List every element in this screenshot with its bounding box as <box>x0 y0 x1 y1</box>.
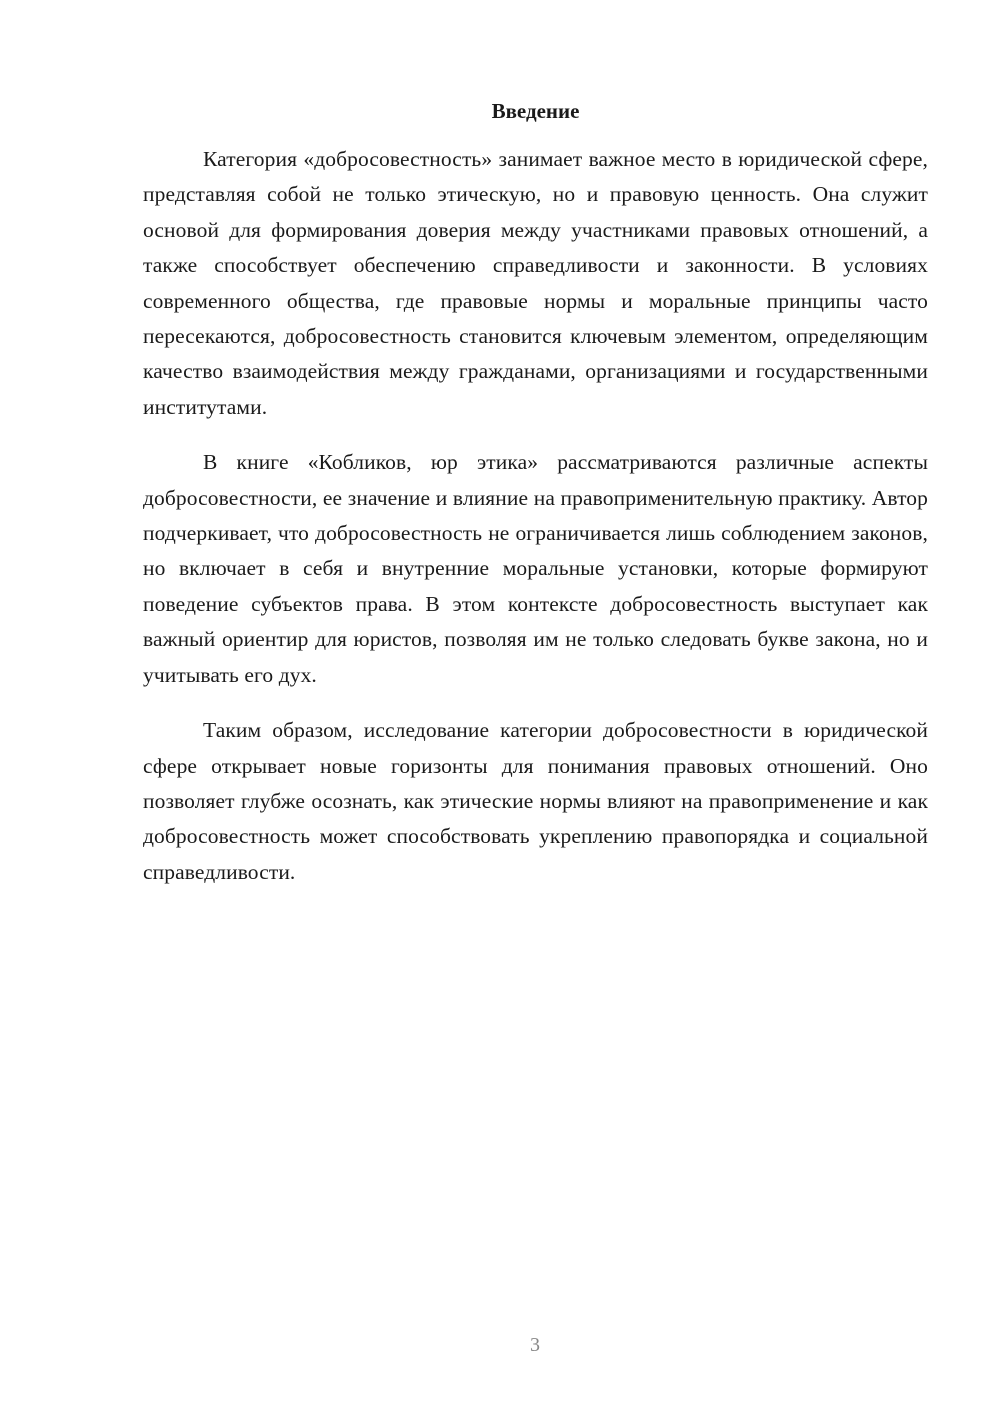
paragraph-1: Категория «добросовестность» занимает важное место в юридической сфере, представляя собой не только этическую, но и правовую ценность. Она служит основой для формирования доверия между участниками правовых отношений, а также способствует обеспечению справедливости и законности. В условиях современного общества, где правовые нормы и моральные принципы часто пересекаются, добросовестность становится ключевым элементом, определяющим качество взаимодействия между гражданами, организациями и государственными институтами. <box>143 147 928 419</box>
page-number: 3 <box>530 1334 540 1356</box>
paragraph-2: В книге «Кобликов, юр этика» рассматриваются различные аспекты добросовестности, ее значение и влияние на правоприменительную практику. Автор подчеркивает, что добросовестность не ограничивается лишь соблюдением законов, но включает в себя и внутренние моральные установки, которые формируют поведение субъектов права. В этом контексте добросовестность выступает как важный ориентир для юристов, позволяя им не только следовать букве закона, но и учитывать его дух. <box>143 450 928 687</box>
section-heading: Введение <box>491 99 580 123</box>
paragraph-3: Таким образом, исследование категории добросовестности в юридической сфере открывает новые горизонты для понимания правовых отношений. Оно позволяет глубже осознать, как этические нормы влияют на правоприменение и как добросовестность может способствовать укреплению правопорядка и социальной справедливости. <box>143 718 928 884</box>
document-body <box>143 142 928 890</box>
